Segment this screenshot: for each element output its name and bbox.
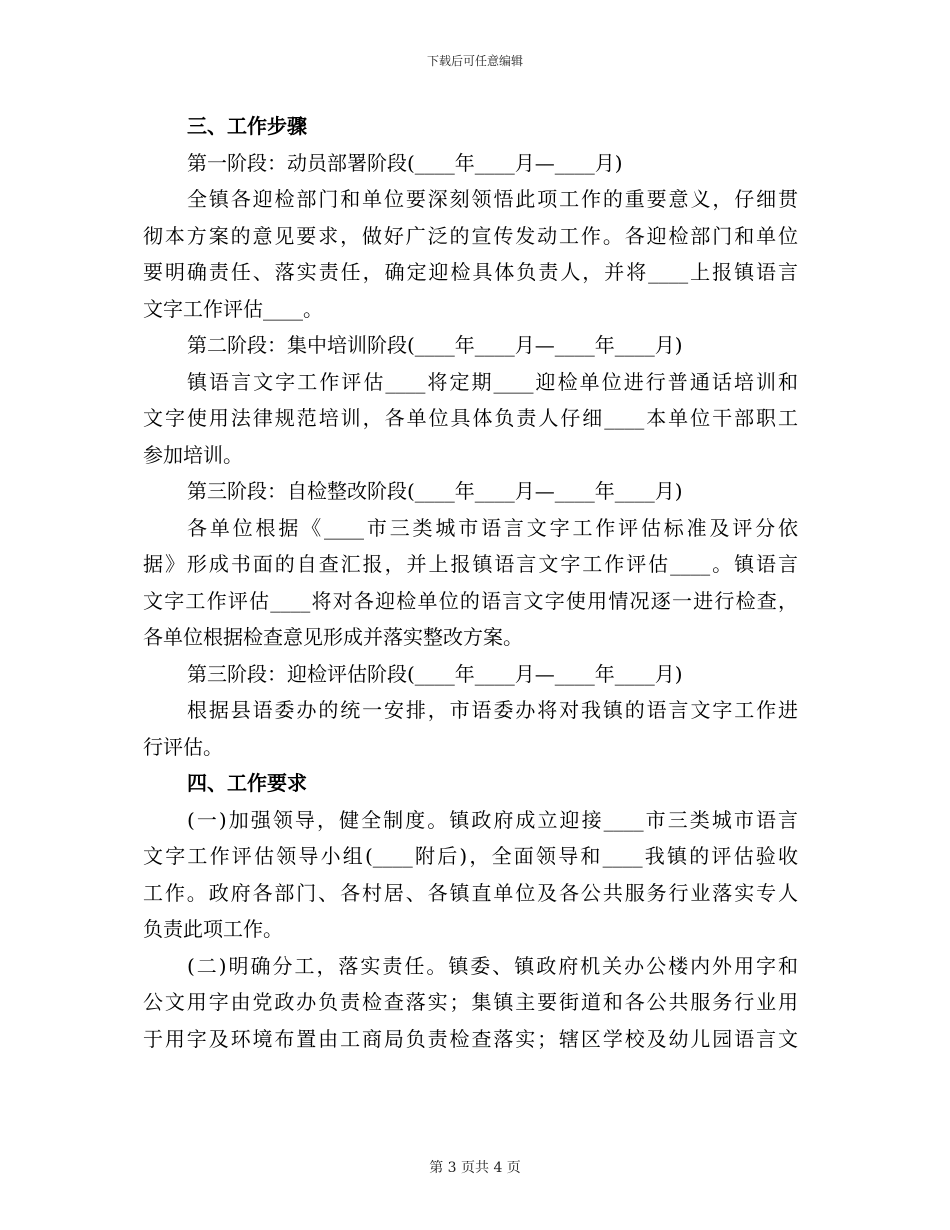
paragraph-line: 于用字及环境布置由工商局负责检查落实；辖区学校及幼儿园语言文	[143, 1026, 798, 1051]
stage-4-title: 第三阶段：迎检评估阶段(____年____月—____年____月)	[187, 661, 683, 686]
paragraph-line: 文字使用法律规范培训，各单位具体负责人仔细____本单位干部职工	[143, 406, 798, 430]
paragraph-line: 彻本方案的意见要求，做好广泛的宣传发动工作。各迎检部门和单位	[143, 223, 798, 248]
header-note: 下载后可任意编辑	[426, 54, 523, 68]
paragraph-line: (二)明确分工，落实责任。镇委、镇政府机关办公楼内外用字和	[187, 953, 798, 978]
paragraph-line: 参加培训。	[143, 442, 243, 467]
paragraph-line: 工作。政府各部门、各村居、各镇直单位及各公共服务行业落实专人	[143, 880, 798, 905]
section-heading-requirements: 四、工作要求	[187, 771, 307, 795]
paragraph-line: 全镇各迎检部门和单位要深刻领悟此项工作的重要意义，仔细贯	[187, 187, 798, 211]
stage-1-title: 第一阶段：动员部署阶段(____年____月—____月)	[187, 150, 623, 175]
paragraph-line: 镇语言文字工作评估____将定期____迎检单位进行普通话培训和	[187, 369, 798, 394]
paragraph-line: 文字工作评估____将对各迎检单位的语言文字使用情况逐一进行检查，	[143, 588, 798, 613]
paragraph-line: 据》形成书面的自查汇报，并上报镇语言文字工作评估____。镇语言	[143, 552, 798, 576]
paragraph-line: 各单位根据《____市三类城市语言文字工作评估标准及评分依	[187, 515, 798, 540]
paragraph-line: 公文用字由党政办负责检查落实；集镇主要街道和各公共服务行业用	[143, 990, 798, 1014]
document-body	[143, 108, 798, 1057]
paragraph-line: (一)加强领导，健全制度。镇政府成立迎接____市三类城市语言	[187, 807, 798, 832]
stage-2-title: 第二阶段：集中培训阶段(____年____月—____年____月)	[187, 333, 683, 357]
paragraph-line: 根据县语委办的统一安排，市语委办将对我镇的语言文字工作进	[187, 698, 798, 722]
stage-3-title: 第三阶段：自检整改阶段(____年____月—____年____月)	[187, 479, 683, 503]
page-footer: 第 3 页共 4 页	[429, 1160, 521, 1176]
paragraph-line: 负责此项工作。	[143, 917, 283, 941]
paragraph-line: 各单位根据检查意见形成并落实整改方案。	[143, 625, 523, 649]
paragraph-line: 文字工作评估领导小组(____附后)，全面领导和____我镇的评估验收	[143, 844, 798, 868]
paragraph-line: 文字工作评估____。	[143, 296, 323, 321]
paragraph-line: 要明确责任、落实责任，确定迎检具体负责人，并将____上报镇语言	[143, 260, 798, 284]
section-heading-steps: 三、工作步骤	[187, 114, 307, 138]
paragraph-line: 行评估。	[143, 734, 223, 759]
